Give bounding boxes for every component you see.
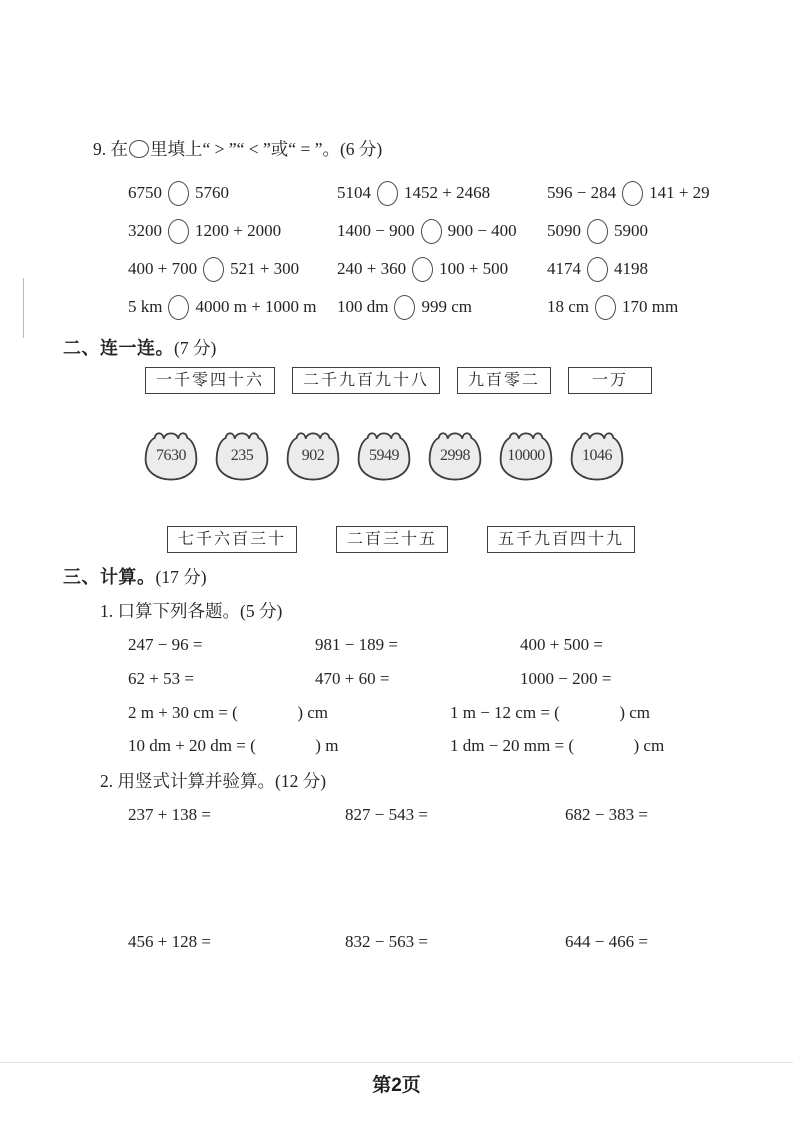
unit-conversion-problem: 10 dm + 20 dm = ( ) m [128, 735, 339, 755]
subsection-1-title: 1. 口算下列各题。(5 分) [100, 601, 283, 621]
comparison-item [547, 257, 778, 282]
comparison-right-value: 999 cm [421, 296, 473, 316]
vertical-calc-row-2 [128, 927, 778, 957]
comparison-right-value: 141 + 29 [649, 182, 710, 202]
match-box-chinese-number: 七千六百三十 [167, 526, 297, 553]
footer-divider [0, 1062, 793, 1063]
tulip-number-item [284, 430, 342, 482]
comparison-left-value: 5090 [547, 220, 581, 240]
answer-circle-icon [168, 295, 189, 320]
oral-calc-grid [128, 628, 778, 696]
match-box-chinese-number: 五千九百四十九 [487, 526, 635, 553]
tulip-number-value: 7630 [156, 447, 186, 464]
unit-conversion-grid [128, 696, 778, 762]
comparison-item [337, 295, 547, 320]
oral-calc-problem: 1000 − 200 = [520, 669, 612, 688]
comparison-left-value: 6750 [128, 182, 162, 202]
comparison-item [547, 295, 778, 320]
match-box-chinese-number: 一万 [568, 367, 652, 394]
oral-calc-problem: 62 + 53 = [128, 669, 194, 688]
match-top-boxes [145, 367, 652, 394]
tulip-number-value: 235 [230, 447, 254, 464]
tulip-number-item [213, 430, 271, 482]
subsection-2-title: 2. 用竖式计算并验算。(12 分) [100, 771, 327, 791]
comparison-right-value: 5760 [195, 182, 229, 202]
comparison-right-value: 900 − 400 [447, 220, 517, 240]
match-box-chinese-number: 二百三十五 [336, 526, 448, 553]
tulip-number-value: 902 [301, 447, 325, 464]
section-2-title [63, 334, 216, 360]
oral-calc-problem: 981 − 189 = [315, 635, 398, 654]
tulip-number-value: 5949 [369, 447, 399, 464]
vertical-calc-problem: 827 − 543 = [345, 805, 428, 824]
question-9-prompt-suffix: 里填上“ > ”“ < ”或“ = ”。(6 分) [150, 139, 383, 159]
vertical-calc-problem: 237 + 138 = [128, 805, 211, 824]
answer-circle-icon [168, 181, 189, 206]
comparison-item [547, 181, 778, 206]
page-number: 第2页 [372, 1075, 421, 1096]
vertical-calc-row-1 [128, 800, 778, 830]
answer-circle-icon [421, 219, 442, 244]
tulip-number-value: 2998 [440, 447, 470, 464]
tulip-number-value: 1046 [582, 447, 612, 464]
section-3-title-text: 三、计算。 [63, 567, 156, 587]
comparison-right-value: 100 + 500 [439, 258, 509, 278]
vertical-calc-problem: 682 − 383 = [565, 805, 648, 824]
vertical-calc-problem: 456 + 128 = [128, 932, 211, 951]
tulip-number-item [355, 430, 413, 482]
section-3-title [63, 563, 207, 589]
comparison-left-value: 240 + 360 [337, 258, 407, 278]
tulip-number-item [497, 430, 555, 482]
comparison-left-value: 596 − 284 [547, 182, 617, 202]
comparison-item [128, 219, 337, 244]
answer-circle-icon [622, 181, 643, 206]
tulip-number-item [568, 430, 626, 482]
comparison-left-value: 100 dm [337, 296, 389, 316]
unit-conversion-problem: 2 m + 30 cm = ( ) cm [128, 702, 329, 722]
comparison-item [337, 181, 547, 206]
comparison-right-value: 521 + 300 [230, 258, 300, 278]
comparison-left-value: 18 cm [547, 296, 590, 316]
blank-circle-icon [129, 140, 149, 158]
comparison-left-value: 400 + 700 [128, 258, 198, 278]
comparison-left-value: 3200 [128, 220, 162, 240]
unit-conversion-problem: 1 m − 12 cm = ( ) cm [450, 702, 651, 722]
comparison-left-value: 5 km [128, 296, 163, 316]
oral-calc-problem: 247 − 96 = [128, 635, 203, 654]
section-3-score: (17 分) [155, 567, 207, 587]
comparison-item [547, 219, 778, 244]
comparison-item [337, 219, 547, 244]
answer-circle-icon [595, 295, 616, 320]
comparison-left-value: 5104 [337, 182, 371, 202]
scan-artifact-line [23, 278, 24, 338]
tulip-number-value: 10000 [507, 447, 545, 464]
oral-calc-problem: 400 + 500 = [520, 635, 603, 654]
answer-circle-icon [412, 257, 433, 282]
comparison-right-value: 4198 [614, 258, 648, 278]
question-9-prompt-prefix: 在 [110, 139, 128, 159]
answer-circle-icon [394, 295, 415, 320]
comparison-item [128, 257, 337, 282]
comparison-item [128, 181, 337, 206]
answer-circle-icon [587, 257, 608, 282]
comparison-right-value: 5900 [614, 220, 648, 240]
answer-circle-icon [203, 257, 224, 282]
match-box-chinese-number: 九百零二 [457, 367, 551, 394]
comparison-right-value: 1452 + 2468 [404, 182, 491, 202]
comparison-right-value: 4000 m + 1000 m [195, 296, 317, 316]
comparison-left-value: 4174 [547, 258, 581, 278]
match-bottom-boxes [167, 526, 635, 553]
match-box-chinese-number: 一千零四十六 [145, 367, 275, 394]
oral-calc-problem: 470 + 60 = [315, 669, 390, 688]
question-9-header [93, 136, 382, 161]
answer-circle-icon [168, 219, 189, 244]
comparison-right-value: 1200 + 2000 [195, 220, 282, 240]
unit-conversion-problem: 1 dm − 20 mm = ( ) cm [450, 735, 665, 755]
comparison-grid [128, 174, 778, 326]
comparison-right-value: 170 mm [622, 296, 679, 316]
match-box-chinese-number: 二千九百九十八 [292, 367, 440, 394]
comparison-item [337, 257, 547, 282]
vertical-calc-problem: 644 − 466 = [565, 932, 648, 951]
tulip-number-row [142, 430, 626, 482]
answer-circle-icon [587, 219, 608, 244]
question-9-number: 9. [93, 139, 111, 159]
answer-circle-icon [377, 181, 398, 206]
comparison-item [128, 295, 337, 320]
tulip-number-item [426, 430, 484, 482]
tulip-number-item [142, 430, 200, 482]
comparison-left-value: 1400 − 900 [337, 220, 415, 240]
section-2-title-text: 二、连一连。 [63, 338, 174, 358]
vertical-calc-problem: 832 − 563 = [345, 932, 428, 951]
section-2-score: (7 分) [174, 338, 217, 358]
